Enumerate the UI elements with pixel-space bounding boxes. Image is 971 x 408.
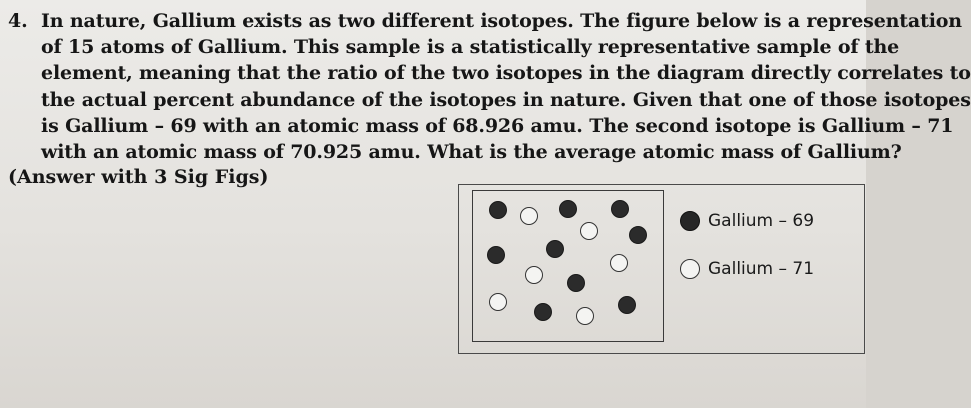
gallium-69-atom (559, 200, 577, 218)
gallium-69-atom (534, 303, 552, 321)
legend-label: Gallium – 71 (708, 259, 815, 279)
question-line: the actual percent abundance of the isotopes in nature. Given that one of those isotopes (41, 88, 971, 111)
filled-circle-icon (680, 211, 700, 231)
gallium-69-atom (567, 274, 585, 292)
gallium-71-atom (489, 293, 507, 311)
open-circle-icon (680, 259, 700, 279)
question-line: is Gallium – 69 with an atomic mass of 68.926 amu. The second isotope is Gallium – 71 (41, 114, 954, 137)
gallium-71-atom (525, 266, 543, 284)
gallium-69-atom (629, 226, 647, 244)
gallium-69-atom (546, 240, 564, 258)
legend-label: Gallium – 69 (708, 211, 815, 231)
gallium-71-atom (580, 222, 598, 240)
legend-gallium-71 (680, 259, 814, 279)
question-line: with an atomic mass of 70.925 amu. What is the average atomic mass of Gallium? (41, 141, 902, 164)
gallium-69-atom (489, 201, 507, 219)
gallium-69-atom (487, 246, 505, 264)
legend-gallium-69 (680, 211, 814, 231)
question-line: of 15 atoms of Gallium. This sample is a statistically representative sample of the (41, 36, 900, 59)
question-number: 4. (8, 10, 28, 32)
question-line: element, meaning that the ratio of the two isotopes in the diagram directly correlates to (41, 62, 971, 85)
gallium-71-atom (576, 307, 594, 325)
gallium-69-atom (611, 200, 629, 218)
question-4 (8, 8, 971, 165)
answer-instruction: (Answer with 3 Sig Figs) (8, 166, 269, 188)
gallium-71-atom (520, 207, 538, 225)
gallium-71-atom (610, 254, 628, 272)
gallium-69-atom (618, 296, 636, 314)
question-line: In nature, Gallium exists as two different isotopes. The figure below is a representation (41, 10, 962, 32)
